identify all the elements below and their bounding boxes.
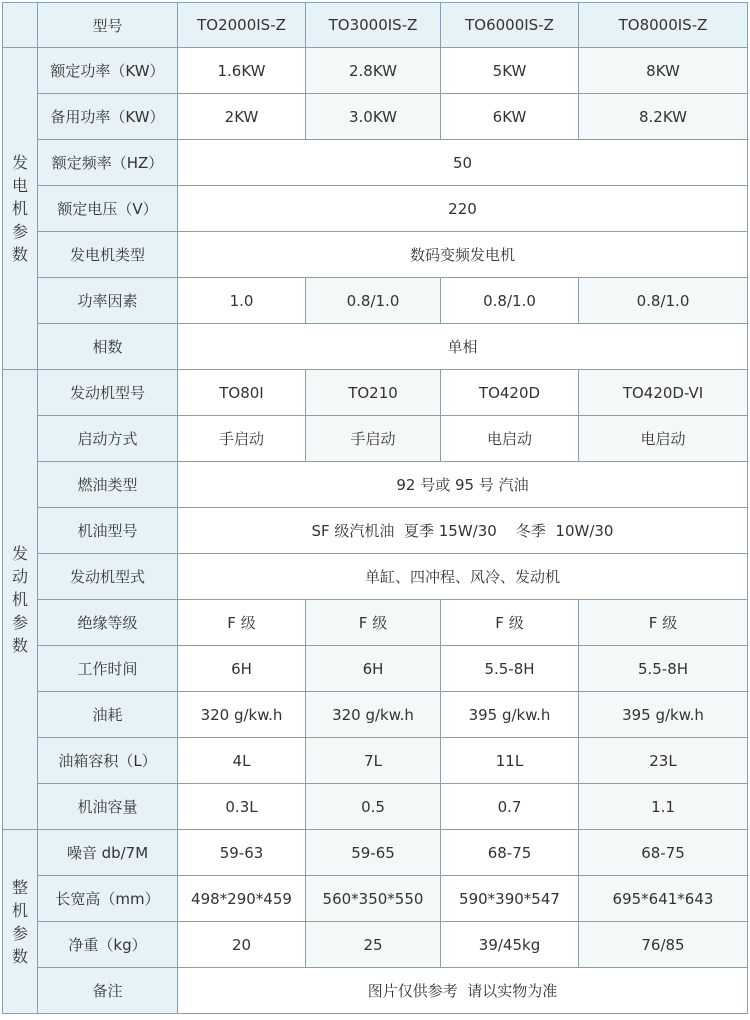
cell: 590*390*547 [441, 876, 579, 922]
row-label: 额定频率（HZ） [38, 140, 178, 186]
row-label: 发动机型式 [38, 554, 178, 600]
cell: 5.5-8H [441, 646, 579, 692]
table-row [3, 968, 748, 1014]
cell: 59-65 [306, 830, 441, 876]
cell: 695*641*643 [579, 876, 748, 922]
row-label: 机油型号 [38, 508, 178, 554]
cell: 手启动 [306, 416, 441, 462]
table-row [3, 922, 748, 968]
model-header-1: TO2000IS-Z [178, 3, 306, 48]
cell-merged: 数码变频发电机 [178, 232, 748, 278]
cell: 1.0 [178, 278, 306, 324]
cell: 2KW [178, 94, 306, 140]
cell: 6H [178, 646, 306, 692]
cell: 20 [178, 922, 306, 968]
cell: 11L [441, 738, 579, 784]
cell: 8KW [579, 48, 748, 94]
cell: 0.8/1.0 [579, 278, 748, 324]
table-row [3, 48, 748, 94]
row-label: 备注 [38, 968, 178, 1014]
cell: F 级 [441, 600, 579, 646]
cell: 3.0KW [306, 94, 441, 140]
cell-merged: 92 号或 95 号 汽油 [178, 462, 748, 508]
row-label: 额定电压（V） [38, 186, 178, 232]
row-label: 备用功率（KW） [38, 94, 178, 140]
cell: 68-75 [579, 830, 748, 876]
cell: 1.6KW [178, 48, 306, 94]
cell: 5KW [441, 48, 579, 94]
row-label: 长宽高（mm） [38, 876, 178, 922]
row-label: 油箱容积（L） [38, 738, 178, 784]
table-header-row [3, 3, 748, 48]
table-row [3, 784, 748, 830]
table-row [3, 370, 748, 416]
cell: TO420D [441, 370, 579, 416]
cell: 电启动 [579, 416, 748, 462]
cell: 6KW [441, 94, 579, 140]
row-label: 额定功率（KW） [38, 48, 178, 94]
cell: 8.2KW [579, 94, 748, 140]
cell: 0.5 [306, 784, 441, 830]
cell: F 级 [178, 600, 306, 646]
cell: 68-75 [441, 830, 579, 876]
model-header-3: TO6000IS-Z [441, 3, 579, 48]
cell: 4L [178, 738, 306, 784]
row-label: 发动机型号 [38, 370, 178, 416]
cell-merged: SF 级汽机油 夏季 15W/30 冬季 10W/30 [178, 508, 748, 554]
row-label: 相数 [38, 324, 178, 370]
cell-merged: 单缸、四冲程、风冷、发动机 [178, 554, 748, 600]
cell: 395 g/kw.h [579, 692, 748, 738]
cell: 39/45kg [441, 922, 579, 968]
row-label: 净重（kg） [38, 922, 178, 968]
cell-merged: 单相 [178, 324, 748, 370]
cell: 6H [306, 646, 441, 692]
cell: 0.3L [178, 784, 306, 830]
cell: 76/85 [579, 922, 748, 968]
group-label-machine: 整 机 参 数 [3, 830, 38, 1014]
table-row [3, 646, 748, 692]
cell: 电启动 [441, 416, 579, 462]
cell: 手启动 [178, 416, 306, 462]
cell: 498*290*459 [178, 876, 306, 922]
table-row [3, 278, 748, 324]
table-row [3, 876, 748, 922]
cell: 25 [306, 922, 441, 968]
cell: F 级 [306, 600, 441, 646]
table-row [3, 692, 748, 738]
table-row [3, 738, 748, 784]
row-label: 机油容量 [38, 784, 178, 830]
cell: 5.5-8H [579, 646, 748, 692]
cell-merged: 图片仅供参考 请以实物为准 [178, 968, 748, 1014]
cell: 320 g/kw.h [178, 692, 306, 738]
table-row [3, 416, 748, 462]
cell: 0.8/1.0 [441, 278, 579, 324]
table-row [3, 186, 748, 232]
row-label: 燃油类型 [38, 462, 178, 508]
model-header-4: TO8000IS-Z [579, 3, 748, 48]
table-row [3, 232, 748, 278]
cell: 320 g/kw.h [306, 692, 441, 738]
row-label: 绝缘等级 [38, 600, 178, 646]
row-label: 噪音 db/7M [38, 830, 178, 876]
cell: 1.1 [579, 784, 748, 830]
corner-cell [3, 3, 38, 48]
cell: 7L [306, 738, 441, 784]
row-label: 油耗 [38, 692, 178, 738]
table-row [3, 554, 748, 600]
row-label: 启动方式 [38, 416, 178, 462]
cell: TO420D-VI [579, 370, 748, 416]
cell: TO80I [178, 370, 306, 416]
table-row [3, 600, 748, 646]
table-row [3, 830, 748, 876]
table-row [3, 324, 748, 370]
model-header-2: TO3000IS-Z [306, 3, 441, 48]
table-row [3, 140, 748, 186]
spec-table [2, 2, 748, 1014]
cell: 560*350*550 [306, 876, 441, 922]
cell: TO210 [306, 370, 441, 416]
cell: 0.7 [441, 784, 579, 830]
cell: 59-63 [178, 830, 306, 876]
group-label-engine: 发 动 机 参 数 [3, 370, 38, 830]
cell: 2.8KW [306, 48, 441, 94]
cell: 23L [579, 738, 748, 784]
table-row [3, 508, 748, 554]
cell-merged: 220 [178, 186, 748, 232]
row-label: 发电机类型 [38, 232, 178, 278]
row-label: 功率因素 [38, 278, 178, 324]
table-row [3, 94, 748, 140]
cell-merged: 50 [178, 140, 748, 186]
cell: 0.8/1.0 [306, 278, 441, 324]
row-label: 工作时间 [38, 646, 178, 692]
cell: 395 g/kw.h [441, 692, 579, 738]
model-header-label: 型号 [38, 3, 178, 48]
cell: F 级 [579, 600, 748, 646]
group-label-generator: 发 电 机 参 数 [3, 48, 38, 370]
table-row [3, 462, 748, 508]
